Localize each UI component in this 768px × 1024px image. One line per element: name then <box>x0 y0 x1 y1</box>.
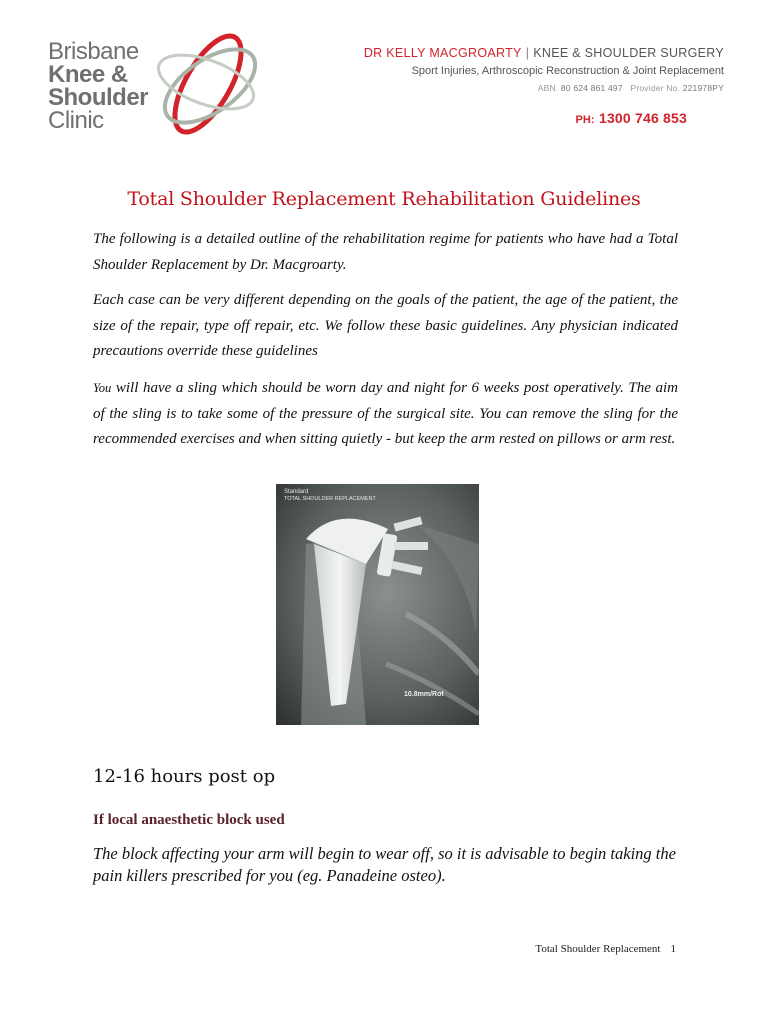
clinic-logo-wordmark <box>48 40 148 132</box>
phone-label: PH: <box>575 114 595 126</box>
phone-line <box>576 110 687 128</box>
sub-heading: If local anaesthetic block used <box>93 812 285 828</box>
logo-line-brisbane: Brisbane <box>48 38 139 65</box>
footer-label: Total Shoulder Replacement <box>535 943 661 955</box>
doctor-name: DR KELLY MACGROARTY <box>363 46 522 60</box>
sling-paragraph-first-word: You <box>93 381 112 395</box>
logo-line-shoulder: Shoulder <box>48 84 149 111</box>
provider-value: 221978PY <box>682 83 724 93</box>
logo-line-knee: Knee & <box>48 61 128 88</box>
services-line: Sport Injuries, Arthroscopic Reconstruction & Joint Replacement <box>411 65 724 77</box>
xray-illustration <box>276 484 479 725</box>
clinic-logo-orbit-icon <box>148 28 268 140</box>
logo-line-clinic: Clinic <box>48 107 104 134</box>
registration-line <box>364 83 724 93</box>
document-title: Total Shoulder Replacement Rehabilitation Guidelines <box>127 188 641 210</box>
page-number: 1 <box>670 943 676 955</box>
abn-label: ABN. <box>537 83 559 93</box>
specialty: KNEE & SHOULDER SURGERY <box>533 46 724 60</box>
xray-label-procedure: TOTAL SHOULDER REPLACEMENT <box>284 496 376 502</box>
doctor-details <box>364 46 724 93</box>
intro-paragraph: The following is a detailed outline of the rehabilitation regime for patients who have had a Total Shoulder Replacement by Dr. Macgroarty. <box>93 231 678 273</box>
phone-number: 1300 746 853 <box>598 110 687 126</box>
section-heading: 12-16 hours post op <box>93 766 276 787</box>
xray-label-standard: Standard <box>284 489 309 495</box>
sling-paragraph <box>93 376 678 453</box>
abn-value: 80 624 861 497 <box>560 83 623 93</box>
xray-measure-label: 10.8mm/Rot <box>404 691 444 698</box>
shoulder-xray-image <box>276 484 479 725</box>
sling-paragraph-text: will have a sling which should be worn day and night for 6 weeks post operatively. The aim of the sling is to take some of the pressure of the surgical site. You can remove the sling for the recommended exercises and when sitting quietly - but keep the arm rested on pillows or arm rest. <box>93 380 678 447</box>
provider-label: Provider No. <box>630 83 681 93</box>
header-separator: | <box>525 46 530 60</box>
block-paragraph: The block affecting your arm will begin to wear off, so it is advisable to begin taking the pain killers prescribed for you (eg. Panadeine osteo). <box>93 844 676 885</box>
doctor-line <box>364 46 724 60</box>
page-footer <box>535 943 676 955</box>
letterhead <box>0 0 768 170</box>
case-paragraph: Each case can be very different depending on the goals of the patient, the age of the patient, the size of the repair, type off repair, etc. We follow these basic guidelines. Any physician indicated precautions override these guidelines <box>93 292 678 359</box>
